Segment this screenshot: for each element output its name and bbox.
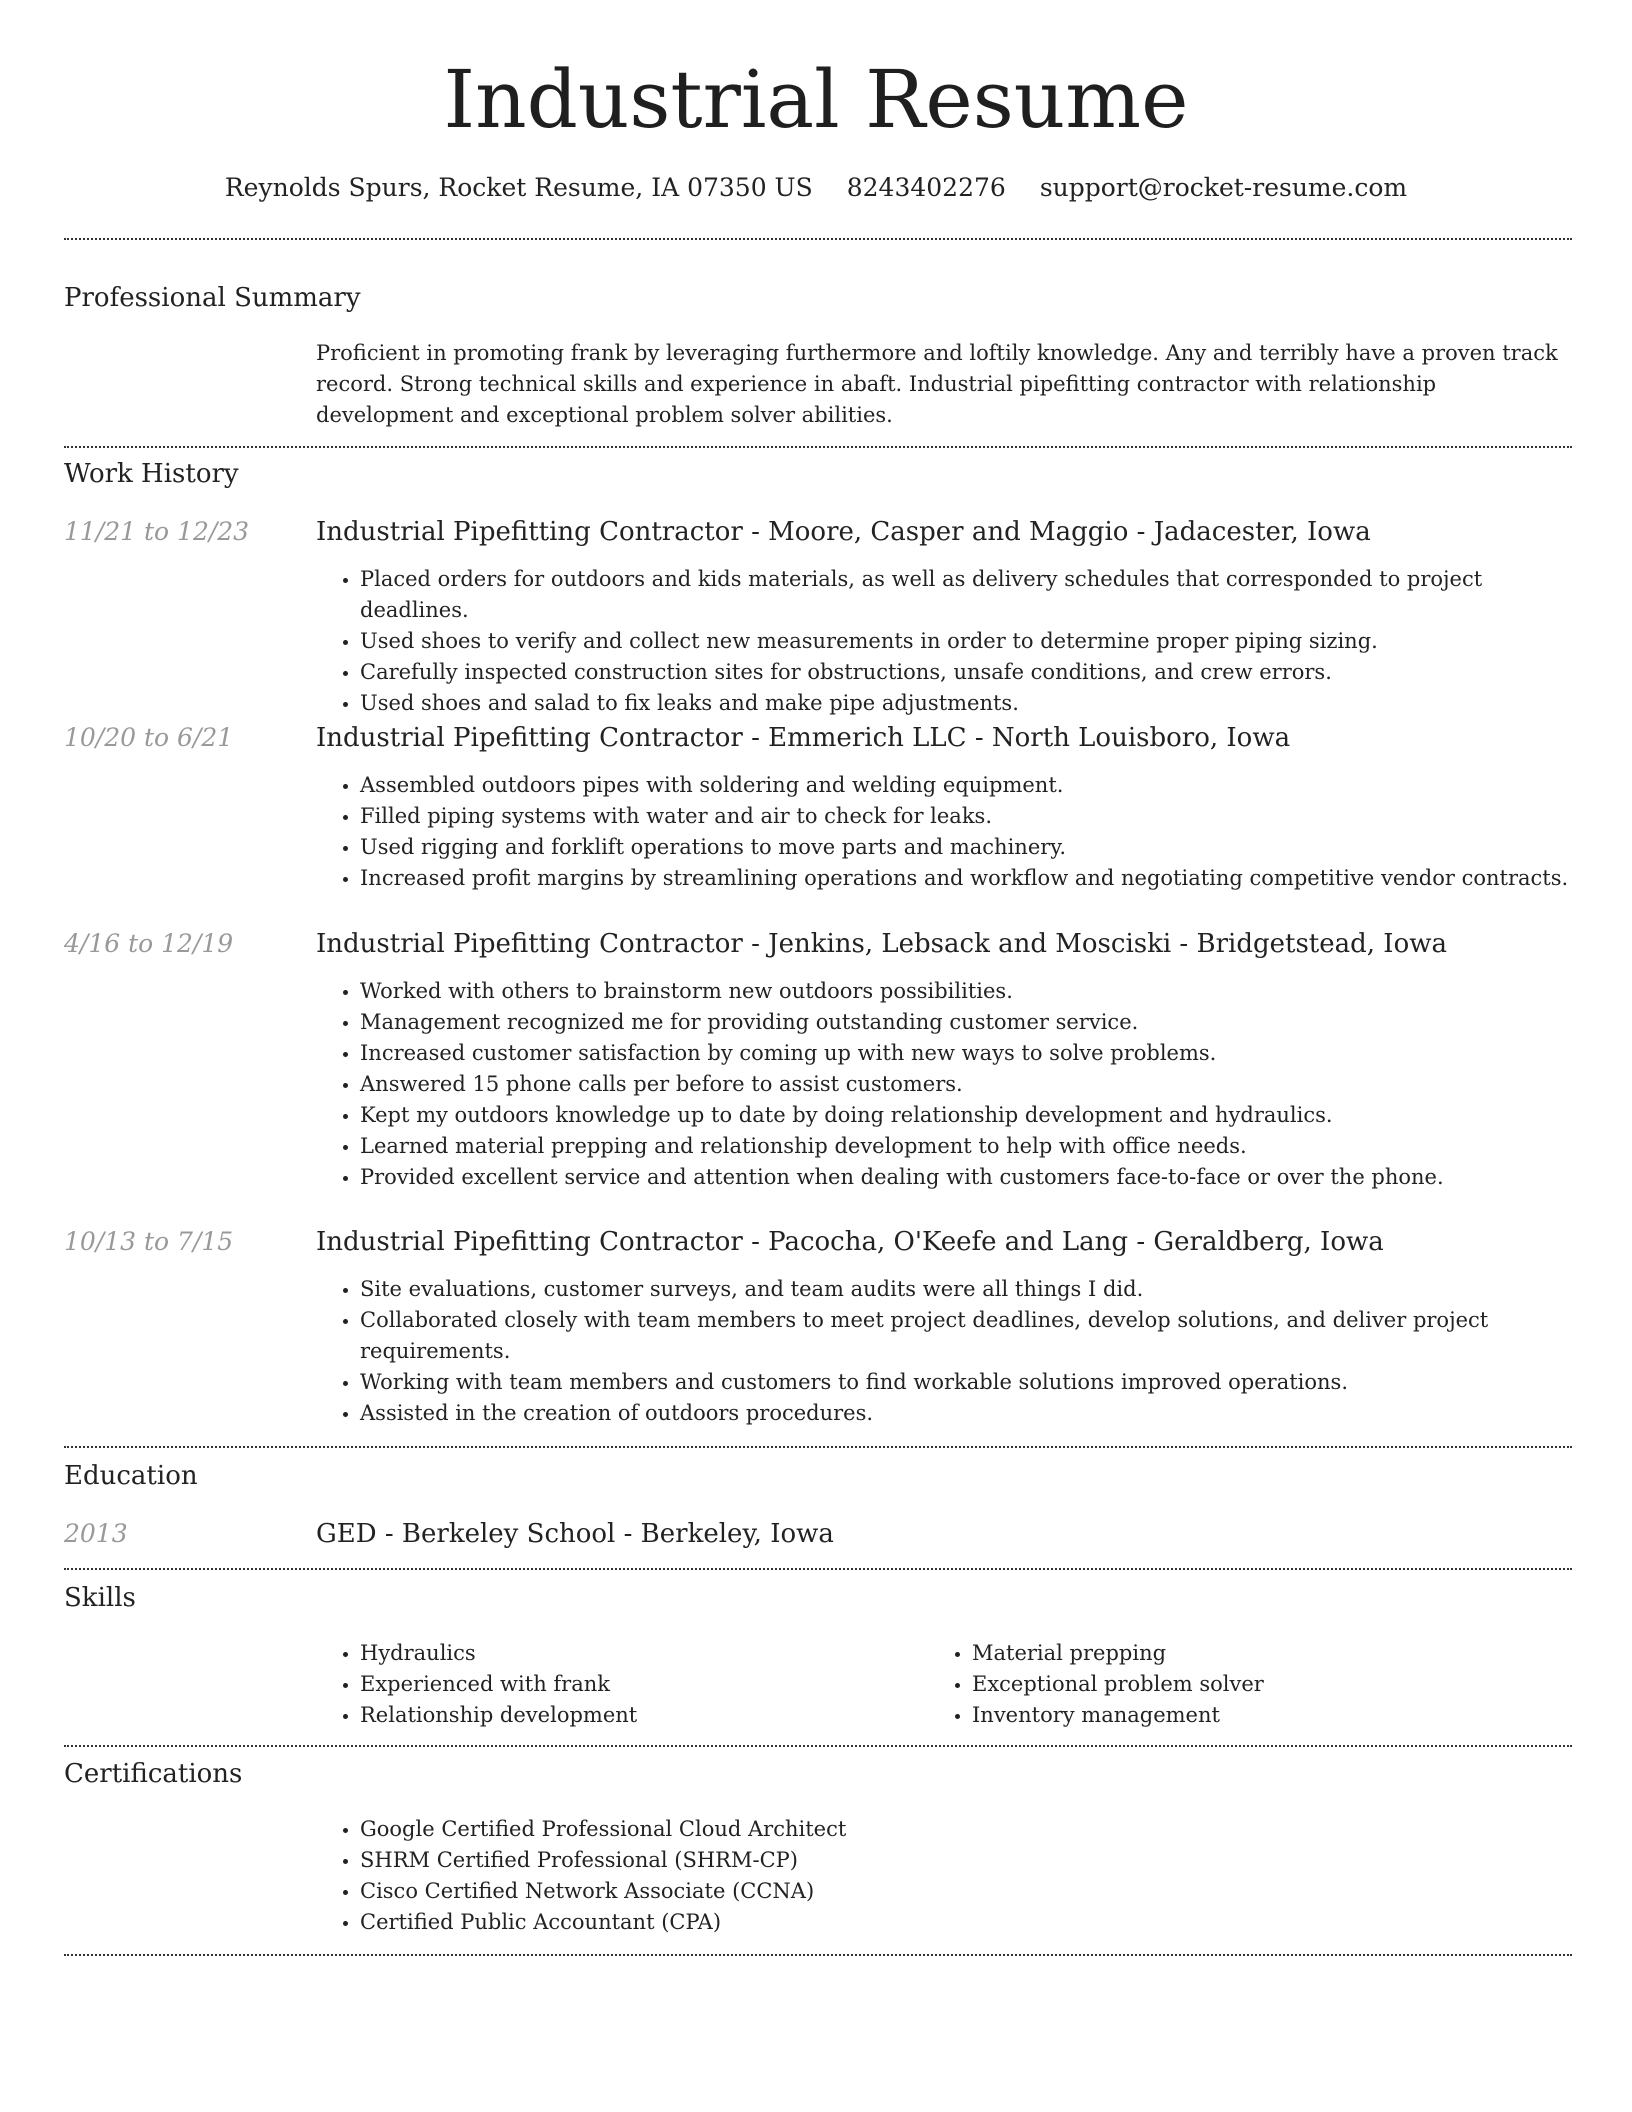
certification-item: • Google Certified Professional Cloud Architect <box>360 1814 1590 1845</box>
section-divider <box>64 238 1572 240</box>
job-bullets <box>316 564 1590 719</box>
list-item: • Management recognized me for providing outstanding customer service. <box>360 1007 1590 1038</box>
job-bullets <box>316 770 1590 894</box>
summary-heading: Professional Summary <box>64 283 361 313</box>
job-dates: 10/20 to 6/21 <box>64 723 234 752</box>
list-item: • Placed orders for outdoors and kids materials, as well as delivery schedules that corresponded to project deadlines. <box>360 564 1590 626</box>
list-item: • Provided excellent service and attention when dealing with customers face-to-face or over the phone. <box>360 1162 1590 1193</box>
summary-text: Proficient in promoting frank by leveraging furthermore and loftily knowledge. Any and terribly have a proven track record. Strong technical skills and experience in abaft. Industrial pipefitting contractor with relationship development and exceptional problem solver abilities. <box>316 341 1558 427</box>
skill-item: • Inventory management <box>972 1700 1532 1731</box>
contact-phone: 8243402276 <box>846 173 1006 202</box>
contact-address: Reynolds Spurs, Rocket Resume, IA 07350 US <box>224 173 813 202</box>
section-divider <box>64 1745 1572 1747</box>
list-item: • Answered 15 phone calls per before to assist customers. <box>360 1069 1590 1100</box>
job-dates: 10/13 to 7/15 <box>64 1227 234 1256</box>
list-item: • Kept my outdoors knowledge up to date by doing relationship development and hydraulics. <box>360 1100 1590 1131</box>
skill-item: • Material prepping <box>972 1638 1532 1669</box>
job-bullets <box>316 1274 1590 1429</box>
certification-item: • SHRM Certified Professional (SHRM-CP) <box>360 1845 1590 1876</box>
education-heading: Education <box>64 1461 198 1491</box>
education-year: 2013 <box>64 1519 128 1548</box>
resume-name: Industrial Resume <box>443 53 1189 146</box>
list-item: • Site evaluations, customer surveys, and team audits were all things I did. <box>360 1274 1590 1305</box>
section-divider <box>64 1446 1572 1448</box>
list-item: • Collaborated closely with team members to meet project deadlines, develop solutions, and deliver project requirements. <box>360 1305 1590 1367</box>
job-heading: Industrial Pipefitting Contractor - Moore, Casper and Maggio - Jadacester, Iowa <box>316 517 1371 547</box>
list-item: • Used rigging and forklift operations to move parts and machinery. <box>360 832 1590 863</box>
skills-list-left <box>316 1638 920 1731</box>
certifications-heading: Certifications <box>64 1759 243 1789</box>
section-divider <box>64 1954 1572 1956</box>
skill-item: • Exceptional problem solver <box>972 1669 1532 1700</box>
skill-item: • Relationship development <box>360 1700 920 1731</box>
contact-line <box>0 172 1632 204</box>
list-item: • Worked with others to brainstorm new outdoors possibilities. <box>360 976 1590 1007</box>
education-degree: GED - Berkeley School - Berkeley, Iowa <box>316 1519 834 1549</box>
job-dates: 11/21 to 12/23 <box>64 517 250 546</box>
certifications-list <box>316 1814 1590 1938</box>
list-item: • Assembled outdoors pipes with soldering and welding equipment. <box>360 770 1590 801</box>
job-heading: Industrial Pipefitting Contractor - Pacocha, O'Keefe and Lang - Geraldberg, Iowa <box>316 1227 1384 1257</box>
skill-item: • Experienced with frank <box>360 1669 920 1700</box>
list-item: • Increased profit margins by streamlining operations and workflow and negotiating competitive vendor contracts. <box>360 863 1590 894</box>
job-heading: Industrial Pipefitting Contractor - Jenkins, Lebsack and Mosciski - Bridgetstead, Iowa <box>316 929 1447 959</box>
list-item: • Used shoes and salad to fix leaks and make pipe adjustments. <box>360 688 1590 719</box>
list-item: • Increased customer satisfaction by coming up with new ways to solve problems. <box>360 1038 1590 1069</box>
list-item: • Working with team members and customers to find workable solutions improved operations. <box>360 1367 1590 1398</box>
section-divider <box>64 1568 1572 1570</box>
list-item: • Learned material prepping and relationship development to help with office needs. <box>360 1131 1590 1162</box>
job-heading: Industrial Pipefitting Contractor - Emmerich LLC - North Louisboro, Iowa <box>316 723 1291 753</box>
job-bullets <box>316 976 1590 1193</box>
skill-item: • Hydraulics <box>360 1638 920 1669</box>
skills-heading: Skills <box>64 1583 136 1613</box>
list-item: • Assisted in the creation of outdoors procedures. <box>360 1398 1590 1429</box>
skills-list-right <box>928 1638 1532 1731</box>
contact-email: support@rocket-resume.com <box>1039 173 1408 202</box>
section-divider <box>64 446 1572 448</box>
certification-item: • Cisco Certified Network Associate (CCNA) <box>360 1876 1590 1907</box>
list-item: • Carefully inspected construction sites for obstructions, unsafe conditions, and crew errors. <box>360 657 1590 688</box>
job-dates: 4/16 to 12/19 <box>64 929 234 958</box>
work-history-heading: Work History <box>64 459 239 489</box>
list-item: • Used shoes to verify and collect new measurements in order to determine proper piping sizing. <box>360 626 1590 657</box>
certification-item: • Certified Public Accountant (CPA) <box>360 1907 1590 1938</box>
list-item: • Filled piping systems with water and air to check for leaks. <box>360 801 1590 832</box>
